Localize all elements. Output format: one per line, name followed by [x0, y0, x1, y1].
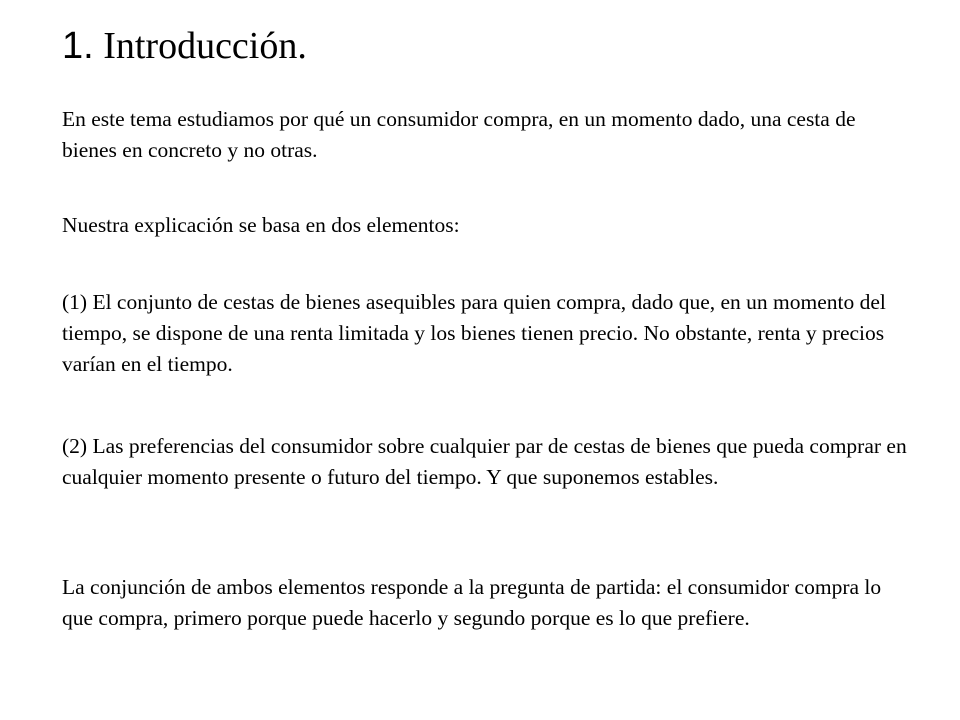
- title-text: Introducción.: [103, 25, 307, 67]
- title-number: 1.: [62, 25, 94, 67]
- paragraph-budget-set: (1) El conjunto de cestas de bienes asequibles para quien compra, dado que, en un momento del tiempo, se dispone de una renta limitada y los bienes tienen precio. No obstante, renta y precios varían en el tiempo.: [62, 290, 886, 376]
- paragraph-preferences: (2) Las preferencias del consumidor sobre cualquier par de cestas de bienes que pueda comprar en cualquier momento presente o futuro del tiempo. Y que suponemos estables.: [62, 434, 907, 489]
- paragraph-elements: Nuestra explicación se basa en dos elementos:: [62, 213, 460, 237]
- paragraph-intro: En este tema estudiamos por qué un consumidor compra, en un momento dado, una cesta de bienes en concreto y no otras.: [62, 107, 856, 162]
- paragraph-conclusion: La conjunción de ambos elementos responde a la pregunta de partida: el consumidor compra lo que compra, primero porque puede hacerlo y segundo porque es lo que prefiere.: [62, 575, 882, 630]
- slide-title: [62, 22, 307, 70]
